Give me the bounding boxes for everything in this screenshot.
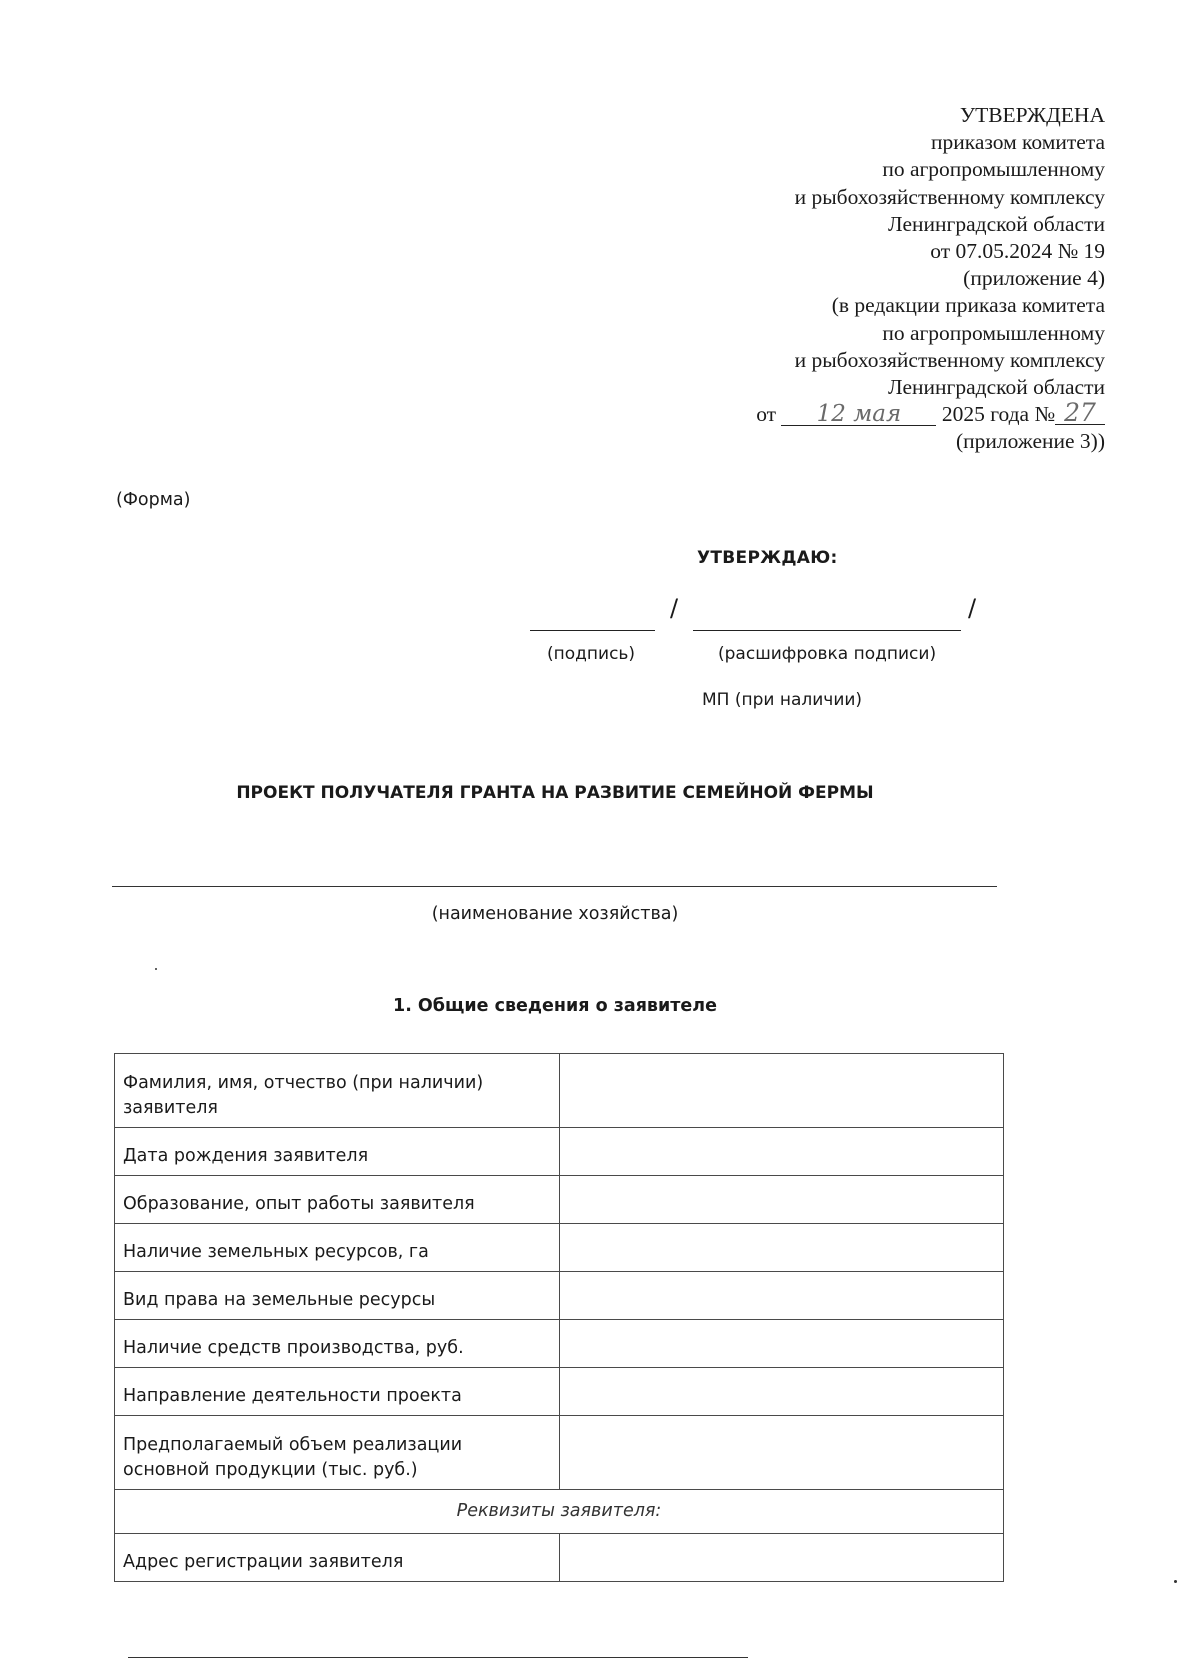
decoding-line xyxy=(693,630,961,631)
row-label: Наличие земельных ресурсов, га xyxy=(115,1224,560,1272)
approval-stamp-block xyxy=(756,102,1105,456)
table-row xyxy=(115,1416,1004,1490)
amendment-date-line xyxy=(756,398,1105,428)
approval-line: и рыбохозяйственному комплексу xyxy=(794,347,1105,372)
farm-name-line xyxy=(112,886,997,887)
approval-line: Ленинградской области xyxy=(888,211,1105,236)
value-cell[interactable] xyxy=(560,1534,1004,1582)
document-title: ПРОЕКТ ПОЛУЧАТЕЛЯ ГРАНТА НА РАЗВИТИЕ СЕМЕЙНОЙ ФЕРМЫ xyxy=(236,783,874,803)
scan-speck xyxy=(155,968,157,970)
table-row xyxy=(115,1128,1004,1176)
handwritten-date: 12 мая xyxy=(781,403,936,426)
approval-line: по агропромышленному xyxy=(882,157,1105,182)
section-title: 1. Общие сведения о заявителе xyxy=(393,996,717,1016)
approval-line: от 07.05.2024 № 19 xyxy=(930,239,1105,264)
approve-title: УТВЕРЖДАЮ: xyxy=(697,548,838,568)
approval-line: по агропромышленному xyxy=(882,320,1105,345)
approval-line: (в редакции приказа комитета xyxy=(831,293,1105,318)
value-cell[interactable] xyxy=(560,1128,1004,1176)
value-cell[interactable] xyxy=(560,1054,1004,1128)
row-label: Дата рождения заявителя xyxy=(115,1128,560,1176)
row-label: Адрес регистрации заявителя xyxy=(115,1534,560,1582)
requisites-header-row xyxy=(115,1490,1004,1534)
approval-line: (приложение 3)) xyxy=(956,429,1105,454)
row-label: Вид права на земельные ресурсы xyxy=(115,1272,560,1320)
value-cell[interactable] xyxy=(560,1272,1004,1320)
handwritten-order-number: 27 xyxy=(1055,402,1105,425)
date-prefix: от xyxy=(756,402,777,427)
applicant-info-table xyxy=(114,1053,1004,1582)
slash-separator: / xyxy=(968,594,977,622)
approval-line: (приложение 4) xyxy=(963,266,1105,291)
approval-line: Ленинградской области xyxy=(888,375,1105,400)
row-label: Предполагаемый объем реализации основной продукции (тыс. руб.) xyxy=(115,1416,560,1490)
table-row xyxy=(115,1320,1004,1368)
footnote-separator-line xyxy=(128,1657,748,1658)
approval-line: УТВЕРЖДЕНА xyxy=(959,103,1105,127)
row-label: Направление деятельности проекта xyxy=(115,1368,560,1416)
table-row xyxy=(115,1176,1004,1224)
farm-name-caption: (наименование хозяйства) xyxy=(431,904,679,924)
form-label: (Форма) xyxy=(116,490,191,510)
date-suffix: 2025 года № xyxy=(941,402,1055,427)
value-cell[interactable] xyxy=(560,1224,1004,1272)
value-cell[interactable] xyxy=(560,1176,1004,1224)
row-label: Образование, опыт работы заявителя xyxy=(115,1176,560,1224)
row-label: Наличие средств производства, руб. xyxy=(115,1320,560,1368)
signature-caption: (подпись) xyxy=(547,644,636,664)
approval-line: и рыбохозяйственному комплексу xyxy=(794,184,1105,209)
signature-line xyxy=(530,630,655,631)
table-row xyxy=(115,1534,1004,1582)
table-row xyxy=(115,1368,1004,1416)
value-cell[interactable] xyxy=(560,1320,1004,1368)
decoding-caption: (расшифровка подписи) xyxy=(718,644,937,664)
scan-speck xyxy=(1174,1580,1177,1583)
requisites-header: Реквизиты заявителя: xyxy=(115,1490,1004,1534)
table-row xyxy=(115,1224,1004,1272)
approve-signature-block xyxy=(0,548,1200,718)
value-cell[interactable] xyxy=(560,1368,1004,1416)
value-cell[interactable] xyxy=(560,1416,1004,1490)
table-row xyxy=(115,1054,1004,1128)
stamp-caption: МП (при наличии) xyxy=(702,690,863,710)
slash-separator: / xyxy=(670,594,679,622)
table-row xyxy=(115,1272,1004,1320)
approval-line: приказом комитета xyxy=(930,130,1105,155)
row-label: Фамилия, имя, отчество (при наличии) заявителя xyxy=(115,1054,560,1128)
